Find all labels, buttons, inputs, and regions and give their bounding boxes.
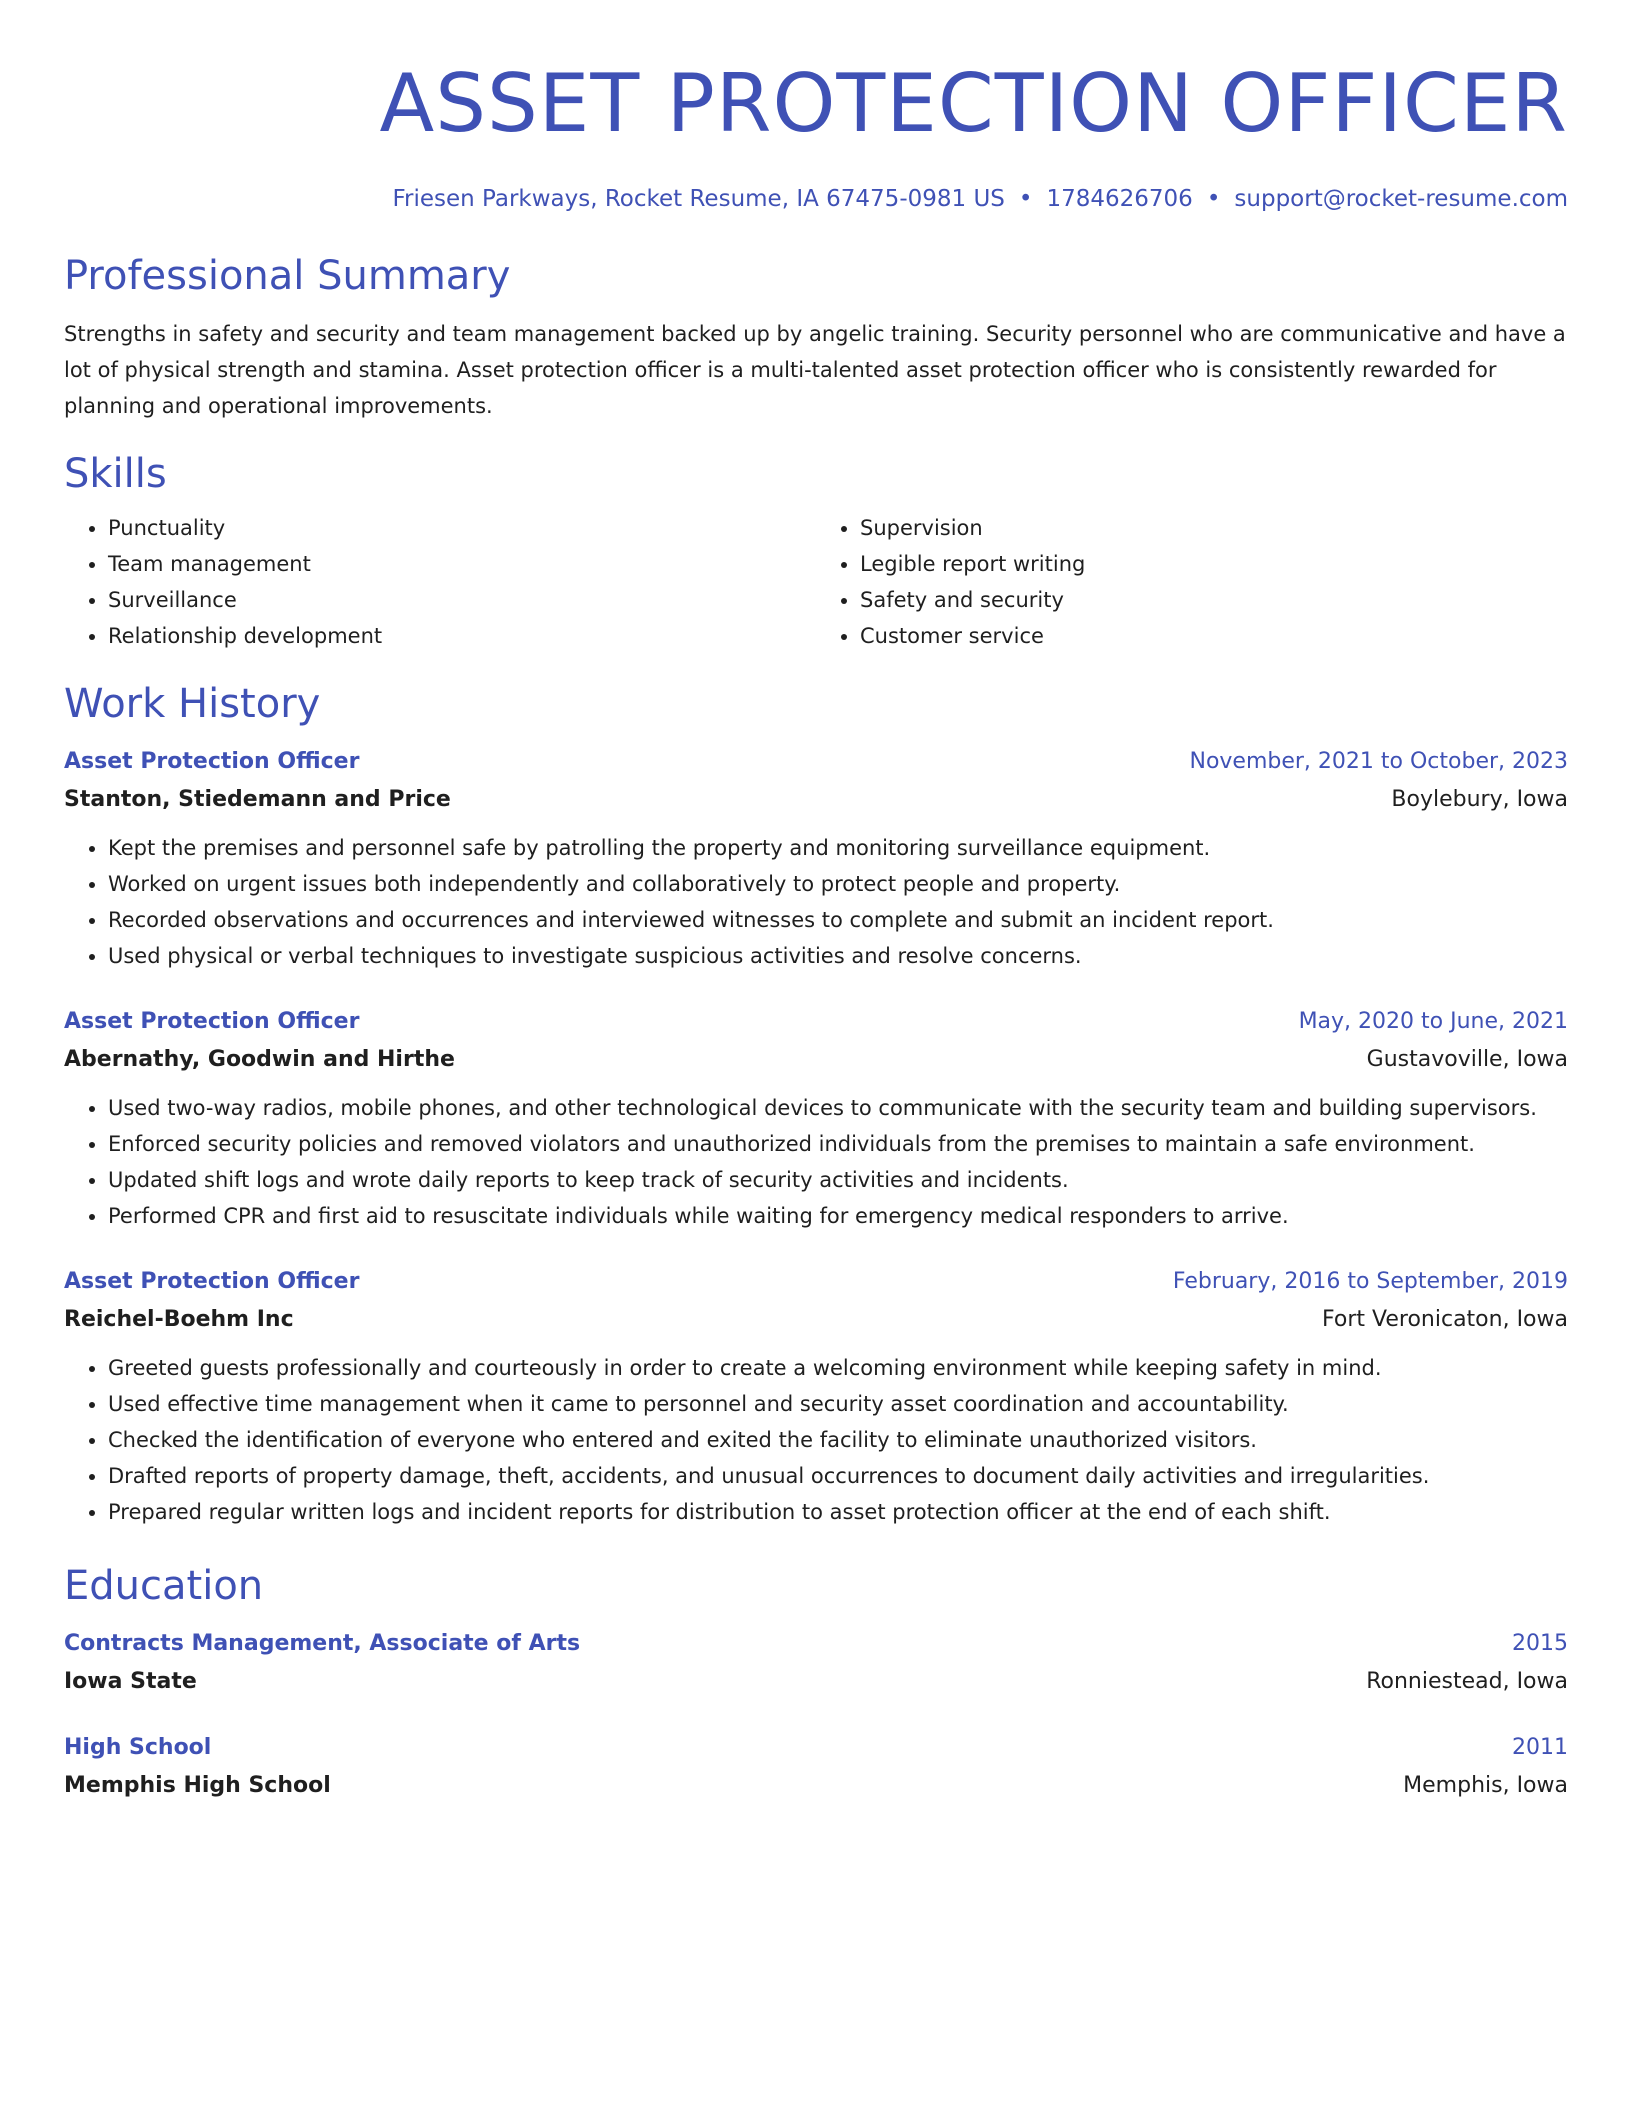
skill-item: • Customer service: [860, 618, 1568, 654]
job-bullet: • Greeted guests professionally and courteously in order to create a welcoming environment while keeping safety in mind.: [108, 1350, 1568, 1386]
job-bullet: • Used two-way radios, mobile phones, and other technological devices to communicate with the security team and building supervisors.: [108, 1090, 1568, 1126]
job-company-row: [64, 1300, 1568, 1340]
job-bullet: • Performed CPR and first aid to resuscitate individuals while waiting for emergency medical responders to arrive.: [108, 1198, 1568, 1234]
job-bullet: • Used physical or verbal techniques to investigate suspicious activities and resolve concerns.: [108, 938, 1568, 974]
job-title: Asset Protection Officer: [64, 1009, 360, 1034]
job-bullet: • Updated shift logs and wrote daily reports to keep track of security activities and incidents.: [108, 1162, 1568, 1198]
job-title: Asset Protection Officer: [64, 1269, 360, 1294]
job-header-row: [64, 1264, 1568, 1300]
job-entry: [64, 1004, 1568, 1234]
job-bullet: • Drafted reports of property damage, theft, accidents, and unusual occurrences to document daily activities and irregularities.: [108, 1458, 1568, 1494]
education-location: Memphis, Iowa: [1403, 1773, 1568, 1798]
job-bullet: • Checked the identification of everyone who entered and exited the facility to eliminate unauthorized visitors.: [108, 1422, 1568, 1458]
education-entry: [64, 1626, 1568, 1702]
job-company-row: [64, 1040, 1568, 1080]
skills-section: [64, 450, 1568, 654]
education-header-row: [64, 1626, 1568, 1662]
education-school: Iowa State: [64, 1669, 197, 1694]
education-degree: High School: [64, 1735, 212, 1760]
skill-item: • Surveillance: [108, 582, 816, 618]
job-bullet: • Prepared regular written logs and incident reports for distribution to asset protection officer at the end of each shift.: [108, 1494, 1568, 1530]
job-location: Fort Veronicaton, Iowa: [1322, 1307, 1568, 1332]
education-year: 2011: [1512, 1735, 1568, 1760]
work-history-section: [64, 680, 1568, 1530]
skills-grid: [64, 510, 1568, 654]
job-dates: May, 2020 to June, 2021: [1298, 1009, 1568, 1034]
skills-list-right: [816, 510, 1568, 654]
job-entry: [64, 744, 1568, 974]
contact-email[interactable]: support@rocket-resume.com: [1234, 186, 1568, 212]
education-year: 2015: [1512, 1631, 1568, 1656]
work-history-title: Work History: [64, 681, 321, 727]
job-dates: February, 2016 to September, 2019: [1172, 1269, 1568, 1294]
education-entry: [64, 1730, 1568, 1806]
education-school-row: [64, 1662, 1568, 1702]
skills-list-left: [64, 510, 816, 654]
education-school: Memphis High School: [64, 1773, 331, 1798]
job-company-row: [64, 780, 1568, 820]
contact-phone: 1784626706: [1046, 186, 1193, 212]
skill-item: • Supervision: [860, 510, 1568, 546]
education-title: Education: [64, 1563, 264, 1609]
job-entry: [64, 1264, 1568, 1530]
job-title: Asset Protection Officer: [64, 749, 360, 774]
contact-address: Friesen Parkways, Rocket Resume, IA 67475-0981 US: [392, 186, 1005, 212]
contact-separator: •: [1206, 186, 1221, 212]
job-bullet: • Kept the premises and personnel safe by patrolling the property and monitoring surveillance equipment.: [108, 830, 1568, 866]
job-bullets: [64, 830, 1568, 974]
job-bullet: • Worked on urgent issues both independently and collaboratively to protect people and property.: [108, 866, 1568, 902]
job-company: Reichel-Boehm Inc: [64, 1307, 294, 1332]
skills-title: Skills: [64, 451, 167, 497]
job-bullet: • Enforced security policies and removed violators and unauthorized individuals from the premises to maintain a safe environment.: [108, 1126, 1568, 1162]
job-location: Gustavoville, Iowa: [1366, 1047, 1568, 1072]
resume-name: ASSET PROTECTION OFFICER: [379, 57, 1568, 150]
skill-item: • Relationship development: [108, 618, 816, 654]
job-dates: November, 2021 to October, 2023: [1189, 749, 1568, 774]
summary-title: Professional Summary: [64, 253, 511, 299]
education-school-row: [64, 1766, 1568, 1806]
job-header-row: [64, 1004, 1568, 1040]
education-degree: Contracts Management, Associate of Arts: [64, 1631, 581, 1656]
skill-item: • Safety and security: [860, 582, 1568, 618]
education-location: Ronniestead, Iowa: [1366, 1669, 1568, 1694]
job-header-row: [64, 744, 1568, 780]
job-bullet: • Used effective time management when it came to personnel and security asset coordination and accountability.: [108, 1386, 1568, 1422]
job-bullets: [64, 1090, 1568, 1234]
education-section: [64, 1562, 1568, 1806]
job-bullet: • Recorded observations and occurrences and interviewed witnesses to complete and submit an incident report.: [108, 902, 1568, 938]
job-company: Stanton, Stiedemann and Price: [64, 787, 451, 812]
education-header-row: [64, 1730, 1568, 1766]
job-company: Abernathy, Goodwin and Hirthe: [64, 1047, 455, 1072]
job-location: Boylebury, Iowa: [1391, 787, 1568, 812]
resume-header: [64, 56, 1568, 214]
skill-item: • Punctuality: [108, 510, 816, 546]
contact-line: [64, 184, 1568, 214]
contact-separator: •: [1018, 186, 1033, 212]
summary-section: [64, 252, 1568, 424]
summary-text: Strengths in safety and security and team management backed up by angelic training. Security personnel who are communicative and have a lot of physical strength and stamina. Asset protection officer is a multi-talented asset protection officer who is consistently rewarded for planning and operational improvements.: [64, 322, 1566, 418]
job-bullets: [64, 1350, 1568, 1530]
skill-item: • Legible report writing: [860, 546, 1568, 582]
skill-item: • Team management: [108, 546, 816, 582]
